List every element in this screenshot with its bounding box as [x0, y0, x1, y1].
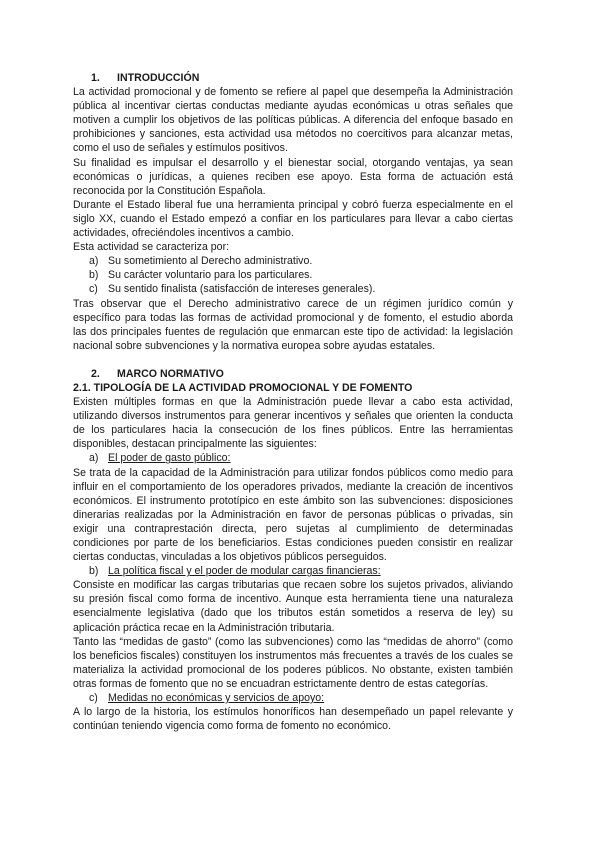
intro-paragraph-3: Durante el Estado liberal fue una herramienta principal y cobró fuerza especialmente en el siglo XX, cuando el Estado empezó a confiar en los particulares para llevar a cabo ciertas actividades, ofreciéndoles incentivos a cambio.	[73, 198, 513, 240]
list-item	[73, 691, 513, 705]
intro-paragraph-2: Su finalidad es impulsar el desarrollo y el bienestar social, otorgando ventajas, ya sean económicas o jurídicas, a quienes reciben ese apoyo. Esta forma de actuación está reconocida por la Constitución Española.	[73, 156, 513, 197]
non-economic-measures-paragraph: A lo largo de la historia, los estímulos honoríficos han desempeñado un papel relevante y continúan teniendo vigencia como forma de fomento no económico.	[73, 706, 513, 733]
typology-item-a	[73, 451, 513, 465]
list-item	[73, 451, 513, 465]
section-1-number: 1.	[91, 72, 100, 84]
section-2-number: 2.	[91, 367, 100, 380]
public-spending-paragraph: Se trata de la capacidad de la Administración para utilizar fondos públicos como medio para influir en el comportamiento de los operadores privados, mediante la creación de incentivos económicos. El instrumento prototípico en este ámbito son las subvenciones: disposiciones dinerarias realizadas por la Administración en favor de personas públicas o privadas, sin exigir una contraprestación directa, pero sujetas al cumplimiento de determinadas condiciones por parte de los beneficiarios. Estas condiciones pueden consistir en realizar ciertas conductas, vinculadas a los objetivos públicos perseguidos.	[73, 466, 513, 564]
intro-paragraph-1: La actividad promocional y de fomento se refiere al papel que desempeña la Administración pública al incentivar ciertas conductas mediante ayudas económicas u otras señales que motiven a cumplir los objetivos de las políticas públicas. A diferencia del enfoque basado en prohibiciones y sanciones, esta actividad usa métodos no coercitivos para alcanzar metas, como el uso de señales y estímulos positivos.	[73, 86, 513, 155]
list-marker: a)	[89, 255, 99, 268]
intro-paragraph-4: Esta actividad se caracteriza por:	[73, 241, 230, 254]
list-item-label: Medidas no económicas y servicios de apoyo:	[108, 692, 325, 705]
typology-item-c	[73, 691, 513, 705]
list-marker: c)	[89, 283, 98, 296]
list-item-label: La política fiscal y el poder de modular cargas financieras:	[108, 565, 381, 578]
section-2-heading	[91, 367, 513, 381]
list-item-text: Su sentido finalista (satisfacción de intereses generales).	[108, 283, 376, 296]
list-item	[73, 282, 513, 296]
list-item-label: El poder de gasto público:	[108, 452, 231, 465]
section-spacer	[73, 353, 513, 367]
section-2-title: MARCO NORMATIVO	[117, 367, 224, 380]
subsection-2-1-heading: 2.1. TIPOLOGÍA DE LA ACTIVIDAD PROMOCIONAL Y DE FOMENTO	[73, 381, 413, 394]
list-item-text: Su carácter voluntario para los particulares.	[108, 269, 313, 282]
fiscal-policy-paragraph: Consiste en modificar las cargas tributarias que recaen sobre los sujetos privados, aliviando su presión fiscal como forma de incentivo. Aunque esta herramienta tiene una naturaleza esencialmente legislativa (dado que los tributos están sometidos a reserva de ley) su aplicación práctica recae en la Administración tributaria.	[73, 579, 513, 634]
list-item-text: Su sometimiento al Derecho administrativo.	[108, 255, 313, 268]
spending-saving-measures-paragraph: Tanto las “medidas de gasto” (como las subvenciones) como las “medidas de ahorro” (como los beneficios fiscales) constituyen los instrumentos más frecuentes a través de los cuales se materializa la actividad promocional de los poderes públicos. No obstante, existen también otras formas de fomento que no se encuadran estrictamente dentro de estas categorías.	[73, 635, 513, 690]
list-marker: a)	[89, 452, 99, 465]
list-marker: b)	[89, 565, 99, 578]
list-item	[73, 254, 513, 268]
list-item	[73, 564, 513, 578]
section-1-title: INTRODUCCIÓN	[117, 72, 200, 84]
intro-closing-paragraph: Tras observar que el Derecho administrativo carece de un régimen jurídico común y específico para todas las formas de actividad promocional y de fomento, el estudio aborda las dos principales fuentes de regulación que enmarcan este tipo de actividad: la legislación nacional sobre subvenciones y la normativa europea sobre ayudas estatales.	[73, 297, 513, 352]
characteristics-list	[73, 254, 513, 296]
typology-intro-paragraph: Existen múltiples formas en que la Administración puede llevar a cabo esta actividad, utilizando diversos instrumentos para generar incentivos y señales que orienten la conducta de los particulares hacia la consecución de los fines públicos. Entre las herramientas disponibles, destacan principalmente las siguientes:	[73, 396, 513, 451]
list-marker: c)	[89, 692, 98, 705]
typology-item-b	[73, 564, 513, 578]
list-marker: b)	[89, 269, 99, 282]
section-1-heading	[91, 71, 513, 85]
list-item	[73, 268, 513, 282]
